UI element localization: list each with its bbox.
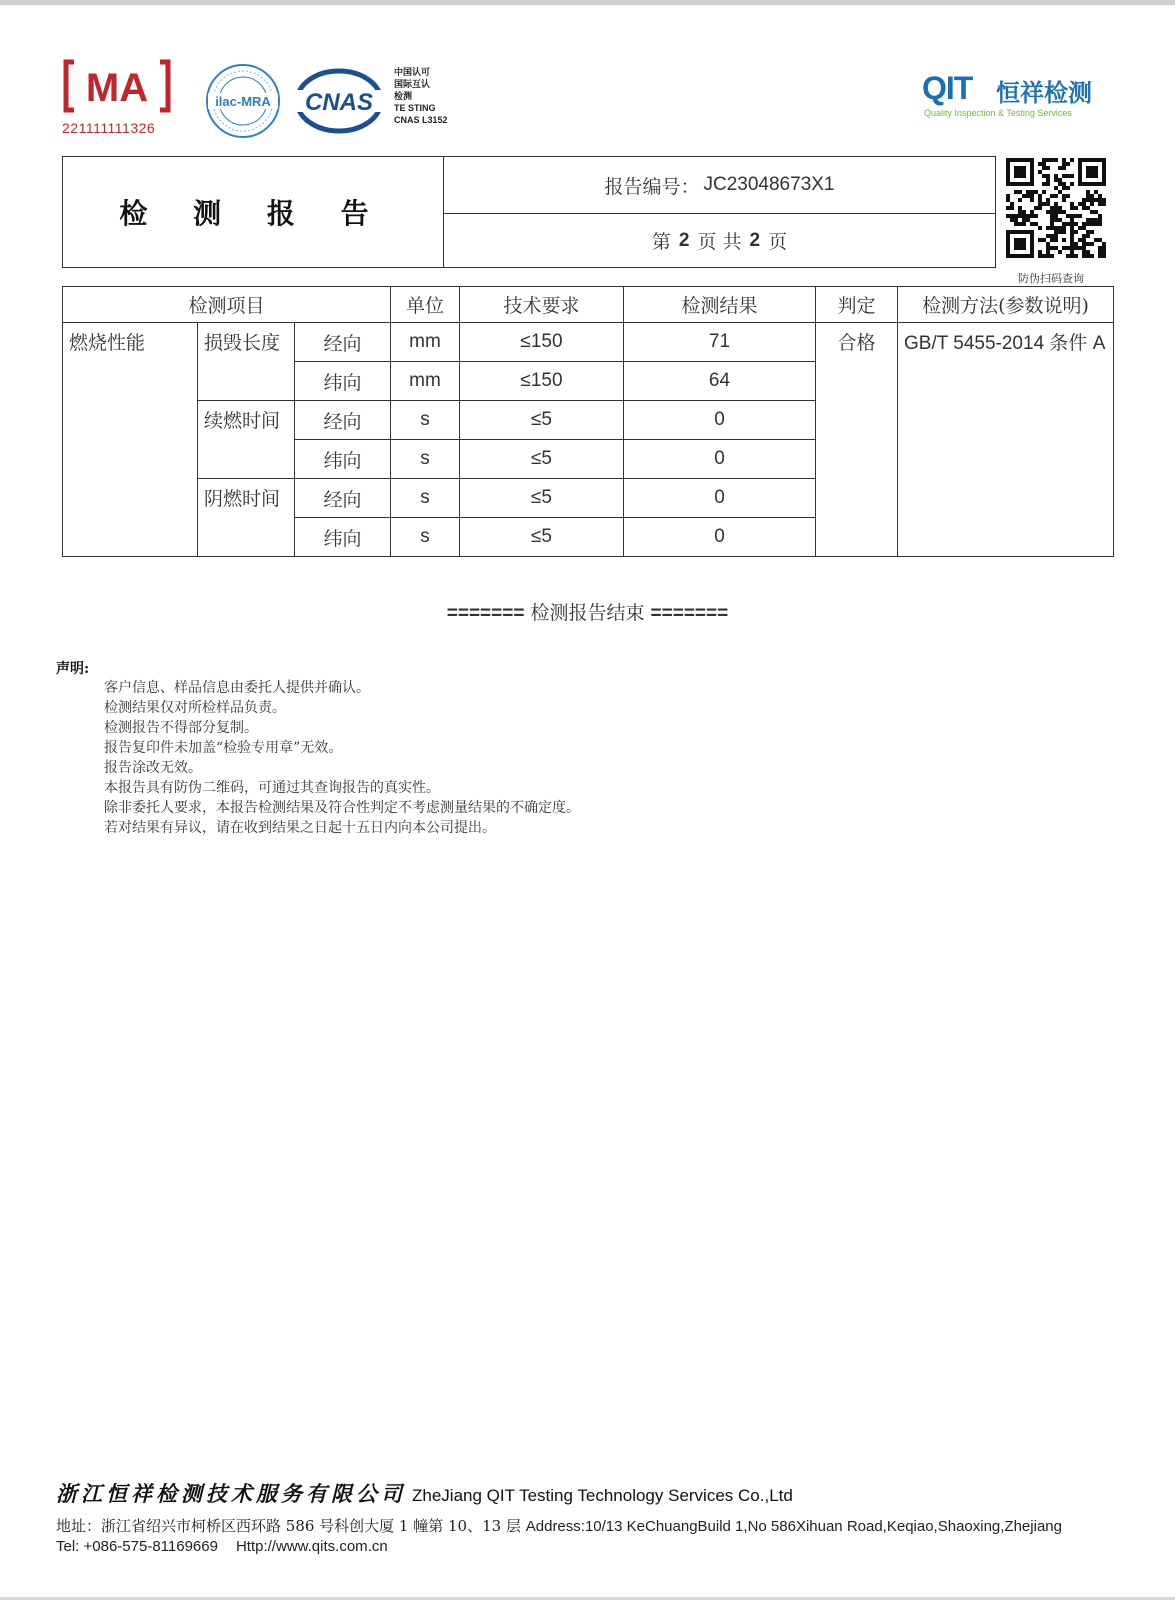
cnas-text-line: CNAS L3152	[394, 115, 448, 125]
qit-tagline: Quality Inspection & Testing Services	[924, 108, 1072, 118]
direction-cell: 纬向	[295, 440, 391, 479]
cnas-logo-icon	[294, 68, 384, 134]
cnas-text-line: 检测	[394, 91, 413, 101]
website-link[interactable]: Http://www.qits.com.cn	[235, 1538, 388, 1555]
requirement-cell: ≤5	[460, 518, 624, 557]
group-cell: 损毁长度	[198, 323, 295, 401]
page-prefix: 第	[651, 231, 671, 253]
statement-item: 报告涂改无效。	[104, 760, 202, 776]
statement-list	[104, 678, 580, 838]
tel-text: Tel: +086-575-81169669	[56, 1538, 218, 1555]
cnas-label: CNAS	[304, 89, 374, 116]
method-cell: GB/T 5455-2014 条件 A	[898, 323, 1114, 557]
page-indicator	[444, 214, 995, 267]
results-table	[62, 286, 1114, 557]
unit-cell: s	[391, 518, 460, 557]
result-cell: 0	[624, 479, 816, 518]
result-cell: 0	[624, 440, 816, 479]
report-number-label: 报告编号：	[604, 175, 700, 198]
end-marker-text: 检测报告结束	[530, 602, 645, 624]
result-cell: 64	[624, 362, 816, 401]
address-en: Address:10/13 KeChuangBuild 1,No 586Xihuan Road,Keqiao,Shaoxing,Zhejiang	[525, 1518, 1062, 1535]
end-marker-left: =======	[446, 603, 525, 624]
header-unit: 单位	[391, 287, 460, 323]
report-end-marker	[0, 598, 1175, 625]
report-header	[62, 156, 996, 268]
result-cell: 0	[624, 518, 816, 557]
direction-cell: 经向	[295, 401, 391, 440]
address-cn: 地址：浙江省绍兴市柯桥区西环路 586 号科创大厦 1 幢第 10、13 层	[56, 1517, 521, 1535]
qr-label: 防伪扫码查询	[1018, 272, 1084, 285]
statement-item: 客户信息、样品信息由委托人提供并确认。	[104, 680, 370, 696]
statement-item: 本报告具有防伪二维码，可通过其查询报告的真实性。	[104, 780, 440, 796]
cma-number: 221111111326	[62, 120, 156, 136]
direction-cell: 纬向	[295, 362, 391, 401]
statement-title: 声明:	[56, 661, 90, 677]
report-title: 检 测 报 告	[63, 157, 444, 267]
cma-logo	[62, 58, 180, 138]
qit-logo	[922, 70, 1112, 122]
report-number-row	[444, 157, 995, 214]
company-name-cn: 浙江恒祥检测技术服务有限公司	[56, 1481, 406, 1506]
report-number: JC23048673X1	[703, 174, 835, 195]
cnas-text-line: TE STING	[394, 103, 436, 113]
ilac-label: ilac-MRA	[215, 94, 271, 109]
cnas-text	[394, 66, 448, 126]
page-current: 2	[678, 229, 690, 251]
header-item: 检测项目	[63, 287, 391, 323]
footer-address	[56, 1515, 1062, 1536]
result-cell: 71	[624, 323, 816, 362]
footer-contact	[56, 1538, 406, 1555]
requirement-cell: ≤5	[460, 401, 624, 440]
header-requirement: 技术要求	[460, 287, 624, 323]
unit-cell: mm	[391, 362, 460, 401]
statement-item: 检测结果仅对所检样品负责。	[104, 700, 286, 716]
header-method: 检测方法(参数说明)	[898, 287, 1114, 323]
page-total: 2	[749, 229, 761, 251]
judgement-cell: 合格	[816, 323, 898, 557]
ilac-mra-logo-icon	[204, 62, 282, 140]
end-marker-right: =======	[650, 603, 729, 624]
unit-cell: s	[391, 401, 460, 440]
table-row	[63, 323, 1114, 362]
statement-item: 除非委托人要求，本报告检测结果及符合性判定不考虑测量结果的不确定度。	[104, 800, 580, 816]
direction-cell: 经向	[295, 479, 391, 518]
unit-cell: s	[391, 440, 460, 479]
requirement-cell: ≤150	[460, 323, 624, 362]
category-cell: 燃烧性能	[63, 323, 198, 557]
cma-mark-icon	[62, 58, 172, 114]
cnas-text-line: 中国认可	[394, 67, 431, 77]
statement-item: 报告复印件未加盖“检验专用章”无效。	[104, 740, 343, 756]
group-cell: 续燃时间	[198, 401, 295, 479]
top-edge	[0, 0, 1175, 5]
result-cell: 0	[624, 401, 816, 440]
statement-item: 检测报告不得部分复制。	[104, 720, 258, 736]
cma-mark-text: MA	[85, 66, 149, 110]
requirement-cell: ≤5	[460, 440, 624, 479]
header-result: 检测结果	[624, 287, 816, 323]
page-mid: 页 共	[697, 231, 742, 253]
direction-cell: 经向	[295, 323, 391, 362]
company-name-en: ZheJiang QIT Testing Technology Services Co.,Ltd	[412, 1486, 793, 1505]
direction-cell: 纬向	[295, 518, 391, 557]
unit-cell: s	[391, 479, 460, 518]
footer-company	[56, 1478, 793, 1508]
qit-mark: QIT	[922, 70, 973, 106]
qit-name: 恒祥检测	[996, 79, 1092, 107]
requirement-cell: ≤5	[460, 479, 624, 518]
page-suffix: 页	[768, 231, 788, 253]
unit-cell: mm	[391, 323, 460, 362]
group-cell: 阴燃时间	[198, 479, 295, 557]
qr-code-icon[interactable]	[1006, 158, 1106, 258]
statement-item: 若对结果有异议，请在收到结果之日起十五日内向本公司提出。	[104, 820, 496, 836]
table-header-row	[63, 287, 1114, 323]
cnas-text-line: 国际互认	[394, 79, 431, 89]
header-judgement: 判定	[816, 287, 898, 323]
requirement-cell: ≤150	[460, 362, 624, 401]
